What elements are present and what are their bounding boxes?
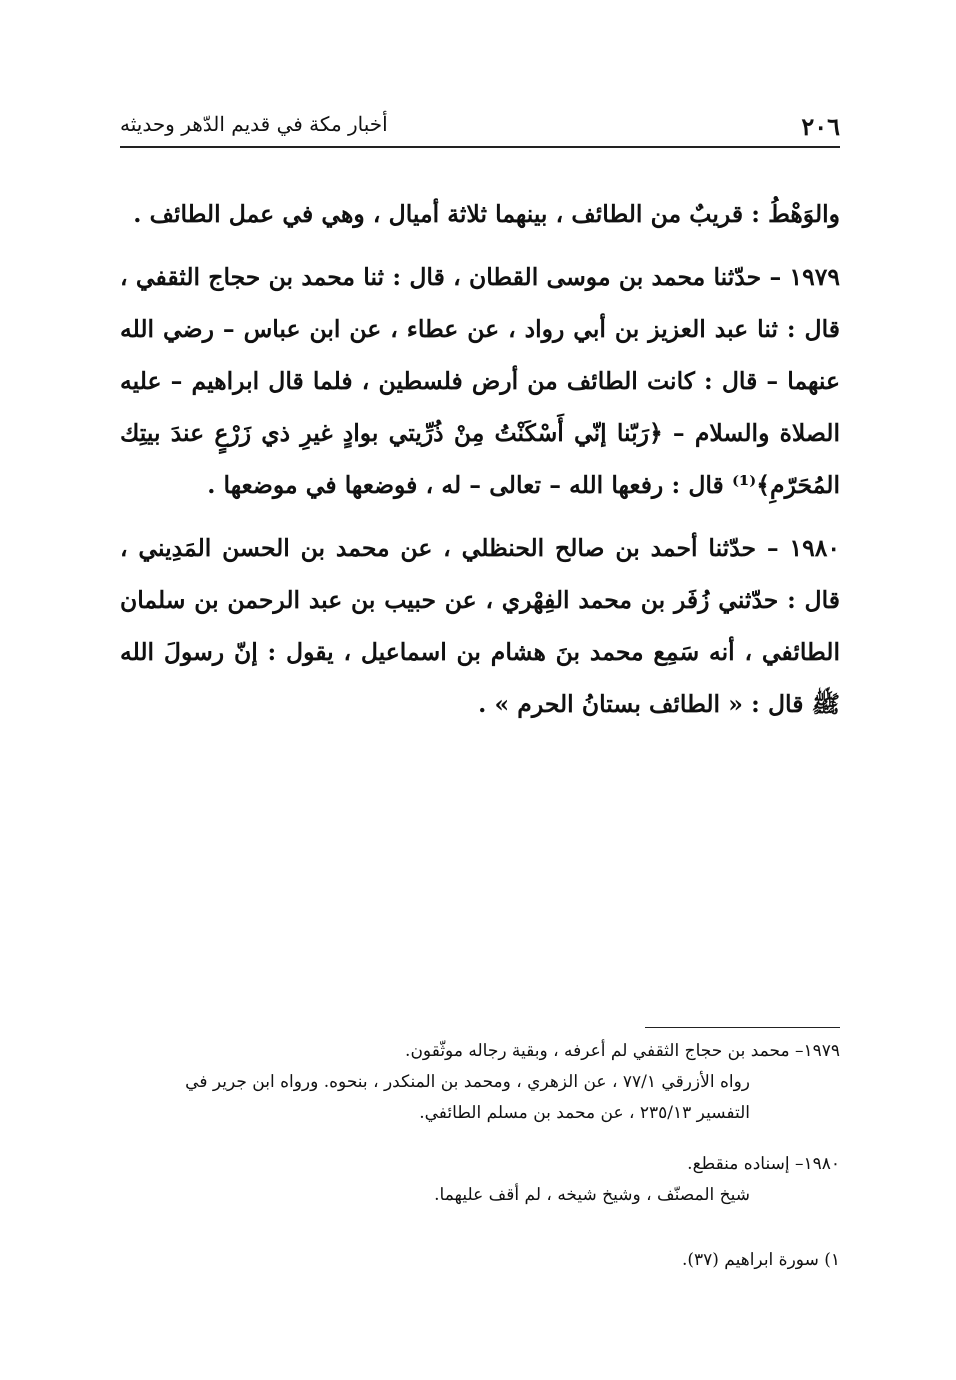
- paragraph-1979: ١٩٧٩ – حدّثنا محمد بن موسى القطان ، قال : ثنا محمد بن حجاج الثقفي ، قال : ثنا عبد العزيز بن أبي رواد ، عن عطاء ، عن ابن عباس – رضي الله عنهما – قال : كانت الطائف من أرض فلسطين ، فلما قال ابراهيم – عليه الصلاة والسلام – ﴿رَبّنا إنّي أَسْكَنْتُ مِنْ ذُرِّيتي بوادٍ غيرِ ذي زَرْعٍ عندَ بيتِك المُحَرّمِ﴾⁽¹⁾ قال : رفعها الله – تعالى – له ، فوضعها في موضعها .: [120, 263, 840, 499]
- footnote-1979-line-3: التفسير ٢٣٥/١٣ ، عن محمد بن مسلم الطائفي.: [419, 1103, 750, 1123]
- book-title: أخبار مكة في قديم الدّهر وحديثه: [120, 112, 388, 136]
- footnote-1980-line-2: شيخ المصنّف ، وشيخ شيخه ، لم أقف عليهما.: [434, 1185, 750, 1205]
- footnote-rule: [645, 1027, 840, 1028]
- main-text: [120, 188, 840, 730]
- footnote-quran-reference: ١) سورة ابراهيم (٣٧).: [681, 1250, 840, 1270]
- footnote-1979-line-2: رواه الأزرقي ٧٧/١ ، عن الزهري ، ومحمد بن المنكدر ، بنحوه. ورواه ابن جرير في: [185, 1072, 750, 1092]
- header-rule: [120, 146, 840, 148]
- paragraph-1980: ١٩٨٠ – حدّثنا أحمد بن صالح الحنظلي ، عن محمد بن الحسن المَدِيني ، قال : حدّثني زُفَر بن محمد الفِهْري ، عن حبيب بن عبد الرحمن بن سلمان الطائفي ، أنه سَمِع محمد بنَ هشام بن اسماعيل ، يقول : إنّ رسولَ الله ﷺ قال : « الطائف بستانُ الحرم » .: [120, 534, 840, 718]
- page-number: ٢٠٦: [801, 112, 840, 141]
- paragraph-wahat: والوَهْطُ : قريبٌ من الطائف ، بينهما ثلاثة أميال ، وهي في عمل الطائف .: [133, 200, 840, 228]
- footnote-1980: ١٩٨٠– إسناده منقطع.: [687, 1154, 840, 1174]
- running-header: [120, 108, 840, 142]
- footnotes: [120, 1036, 840, 1276]
- footnote-1979: ١٩٧٩– محمد بن حجاج الثقفي لم أعرفه ، وبقية رجاله موثّقون.: [405, 1041, 840, 1061]
